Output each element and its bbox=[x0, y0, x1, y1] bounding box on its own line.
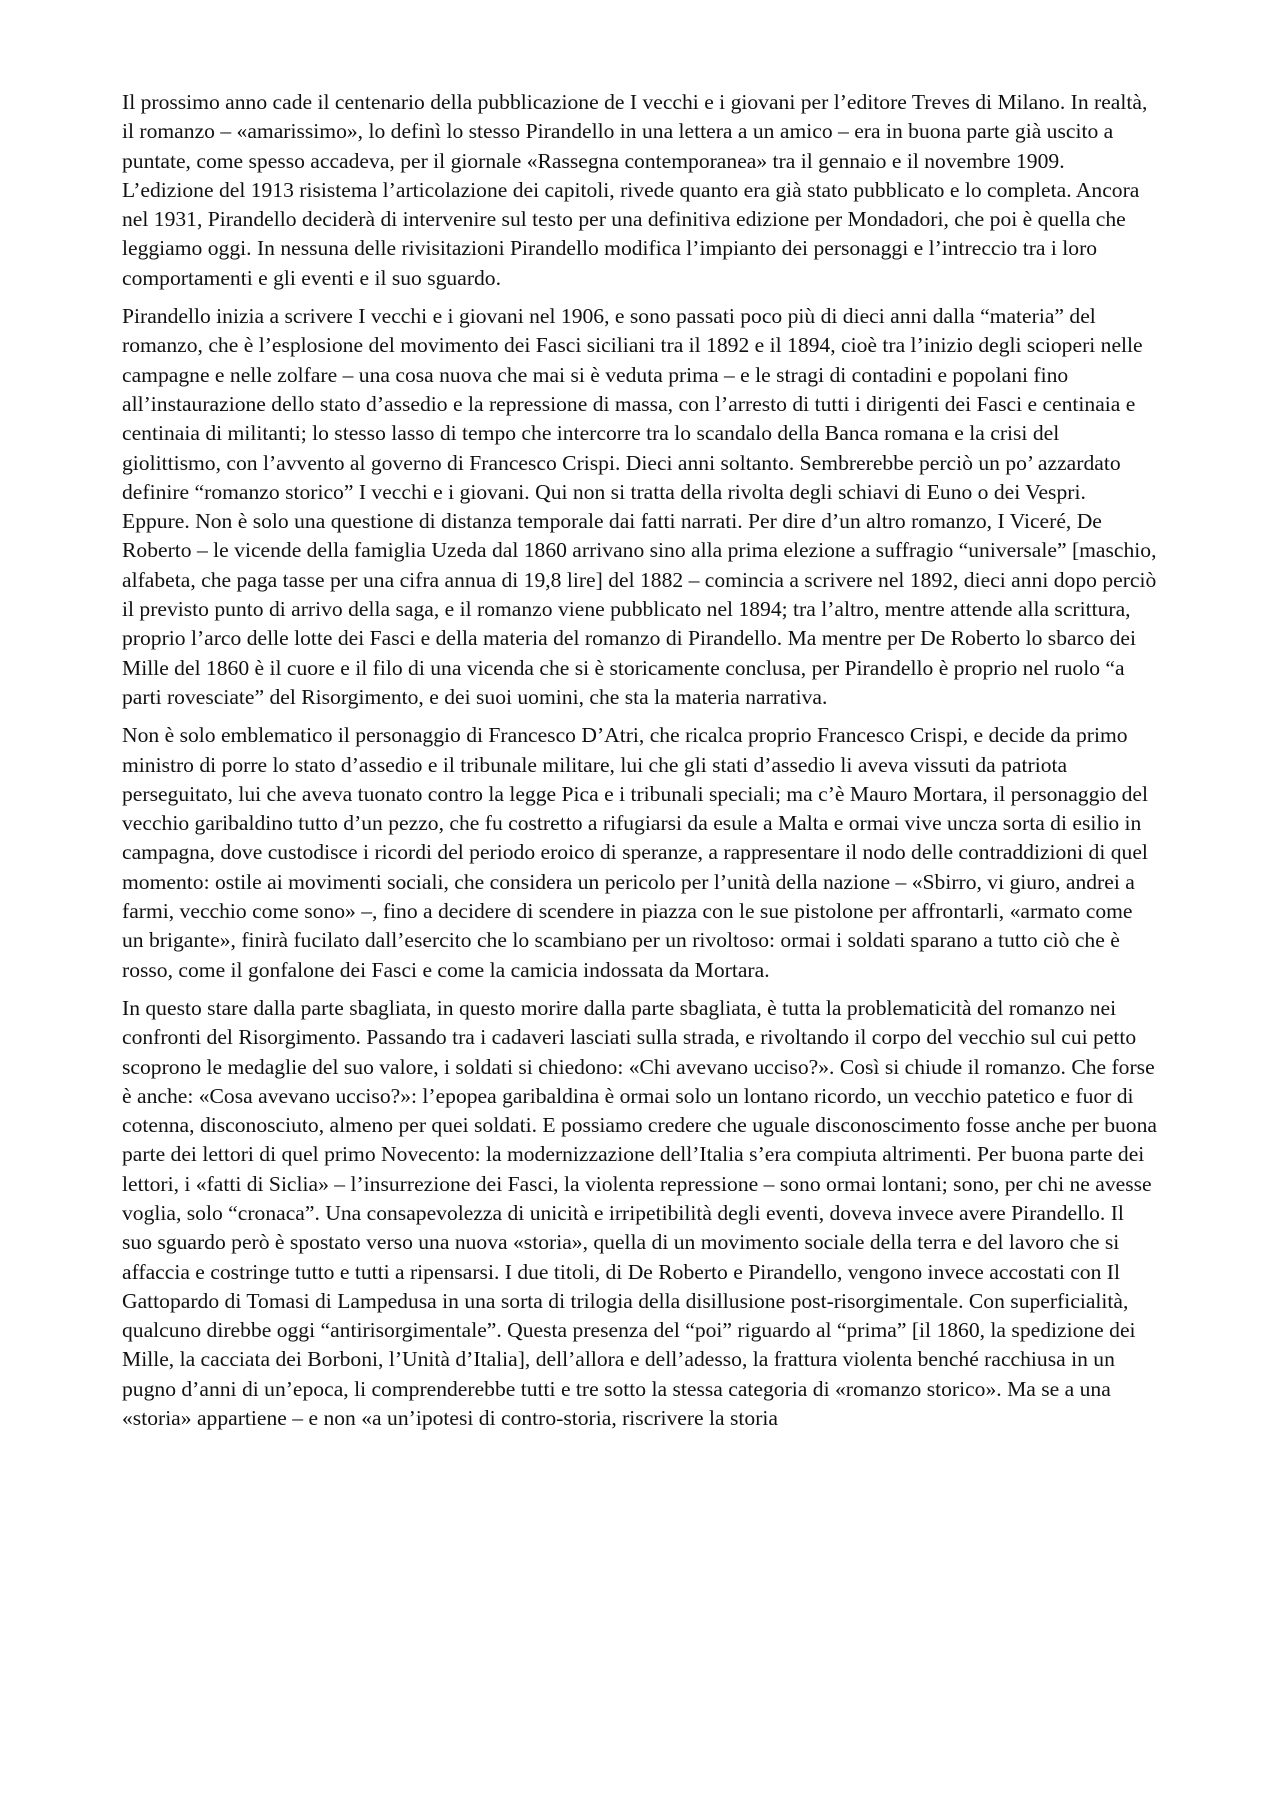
body-text bbox=[122, 88, 1158, 1442]
paragraph-4: In questo stare dalla parte sbagliata, in questo morire dalla parte sbagliata, è tutta la problematicità del romanzo nei confronti del Risorgimento. Passando tra i cadaveri lasciati sulla strada, e rivoltando il corpo del vecchio sul cui petto scoprono le medaglie del suo valore, i soldati si chiedono: «Chi avevano ucciso?». Così si chiude il romanzo. Che forse è anche: «Cosa avevano ucciso?»: l’epopea garibaldina è ormai solo un lontano ricordo, un vecchio patetico e fuor di cotenna, disconosciuto, almeno per quei soldati. E possiamo credere che uguale disconoscimento fosse anche per buona parte dei lettori di quel primo Novecento: la modernizzazione dell’Italia s’era compiuta altrimenti. Per buona parte dei lettori, i «fatti di Siclia» – l’insurrezione dei Fasci, la violenta repressione – sono ormai lontani; sono, per chi ne avesse voglia, solo “cronaca”. Una consapevolezza di unicità e irripetibilità degli eventi, doveva invece avere Pirandello. Il suo sguardo però è spostato verso una nuova «storia», quella di un movimento sociale della terra e del lavoro che si affaccia e costringe tutto e tutti a ripensarsi. I due titoli, di De Roberto e Pirandello, vengono invece accostati con Il Gattopardo di Tomasi di Lampedusa in una sorta di trilogia della disillusione post-risorgimentale. Con superficialità, qualcuno direbbe oggi “antirisorgimentale”. Questa presenza del “poi” riguardo al “prima” [il 1860, la spedizione dei Mille, la cacciata dei Borboni, l’Unità d’Italia], dell’allora e dell’adesso, la frattura violenta benché racchiusa in un pugno d’anni di un’epoca, li comprenderebbe tutti e tre sotto la stessa categoria di «romanzo storico». Ma se a una «storia» appartiene – e non «a un’ipotesi di contro-storia, riscrivere la storia bbox=[122, 995, 1157, 1431]
paragraph-1: Il prossimo anno cade il centenario della pubblicazione de I vecchi e i giovani per l’editore Treves di Milano. In realtà, il romanzo – «amarissimo», lo definì lo stesso Pirandello in una lettera a un amico – era in buona parte già uscito a puntate, come spesso accadeva, per il giornale «Rassegna contemporanea» tra il gennaio e il novembre 1909. L’edizione del 1913 risistema l’articolazione dei capitoli, rivede quanto era già stato pubblicato e lo completa. Ancora nel 1931, Pirandello deciderà di intervenire sul testo per una definitiva edizione per Mondadori, che poi è quella che leggiamo oggi. In nessuna delle rivisitazioni Pirandello modifica l’impianto dei personaggi e l’intreccio tra i loro comportamenti e gli eventi e il suo sguardo. bbox=[122, 90, 1148, 290]
paragraph-2: Pirandello inizia a scrivere I vecchi e i giovani nel 1906, e sono passati poco più di dieci anni dalla “materia” del romanzo, che è l’esplosione del movimento dei Fasci siciliani tra il 1892 e il 1894, cioè tra l’inizio degli scioperi nelle campagne e nelle zolfare – una cosa nuova che mai si è veduta prima – e le stragi di contadini e popolani fino all’instaurazione dello stato d’assedio e la repressione di massa, con l’arresto di tutti i dirigenti dei Fasci e centinaia e centinaia di militanti; lo stesso lasso di tempo che intercorre tra lo scandalo della Banca romana e la crisi del giolittismo, con l’avvento al governo di Francesco Crispi. Dieci anni soltanto. Sembrerebbe perciò un po’ azzardato definire “romanzo storico” I vecchi e i giovani. Qui non si tratta della rivolta degli schiavi di Euno o dei Vespri. Eppure. Non è solo una questione di distanza temporale dai fatti narrati. Per dire d’un altro romanzo, I Viceré, De Roberto – le vicende della famiglia Uzeda dal 1860 arrivano sino alla prima elezione a suffragio “universale” [maschio, alfabeta, che paga tasse per una cifra annua di 19,8 lire] del 1882 – comincia a scrivere nel 1892, dieci anni dopo perciò il previsto punto di arrivo della saga, e il romanzo viene pubblicato nel 1894; tra l’altro, mentre attende alla scrittura, proprio l’arco delle lotte dei Fasci e della materia del romanzo di Pirandello. Ma mentre per De Roberto lo sbarco dei Mille del 1860 è il cuore e il filo di una vicenda che si è storicamente conclusa, per Pirandello è proprio nel ruolo “a parti rovesciate” del Risorgimento, e dei suoi uomini, che sta la materia narrativa. bbox=[122, 304, 1157, 709]
paragraph-3: Non è solo emblematico il personaggio di Francesco D’Atri, che ricalca proprio Francesco Crispi, e decide da primo ministro di porre lo stato d’assedio e il tribunale militare, lui che gli stati d’assedio li aveva vissuti da patriota perseguitato, lui che aveva tuonato contro la legge Pica e i tribunali speciali; ma c’è Mauro Mortara, il personaggio del vecchio garibaldino tutto d’un pezzo, che fu costretto a rifugiarsi da esule a Malta e ormai vive uncza sorta di esilio in campagna, dove custodisce i ricordi del periodo eroico di speranze, a rappresentare il nodo delle contraddizioni di quel momento: ostile ai movimenti sociali, che considera un pericolo per l’unità della nazione – «Sbirro, vi giuro, andrei a farmi, vecchio come sono» –, fino a decidere di scendere in piazza con le sue pistolone per affrontarli, «armato come un brigante», finirà fucilato dall’esercito che lo scambiano per un rivoltoso: ormai i soldati sparano a tutto ciò che è rosso, come il gonfalone dei Fasci e come la camicia indossata da Mortara. bbox=[122, 723, 1148, 982]
